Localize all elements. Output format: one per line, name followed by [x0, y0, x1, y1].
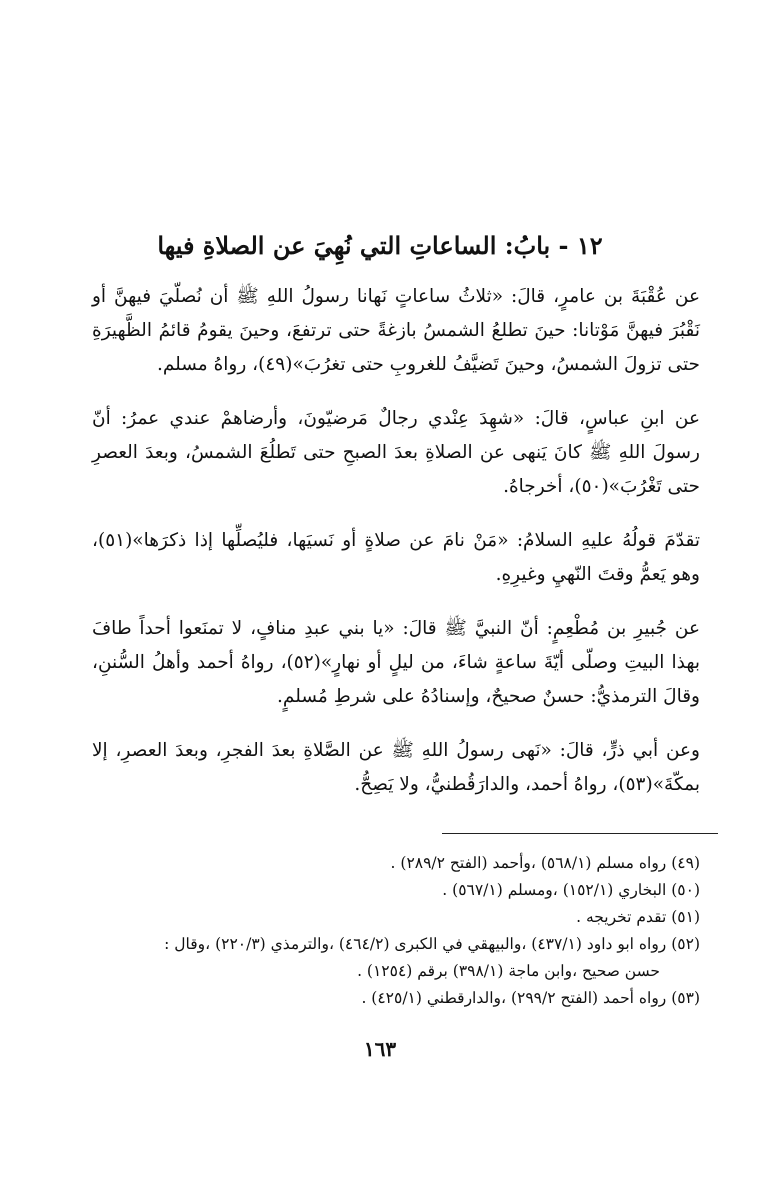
- footnote-52: (٥٢) رواه ابو داود (٤٣٧/١) ،والبيهقي في الكبرى (٤٦٤/٢) ،والترمذي (٢٢٠/٣) ،وقال :: [164, 935, 700, 953]
- main-text: [92, 280, 700, 822]
- page-number: ١٦٣: [363, 1037, 397, 1061]
- footnote-53: (٥٣) رواه أحمد (الفتح ٢٩٩/٢) ،والدارقطني (٤٢٥/١) .: [361, 989, 700, 1007]
- paragraph-ibn-abbas: عن ابنِ عباسٍ، قالَ: «شهِدَ عِنْدي رجالٌ مَرضيّونَ، وأرضاهمْ عندي عمرُ: أنّ رسولَ اللهِ ﷺ كانَ يَنهى عن الصلاةِ بعدَ الصبحِ حتى تَطلُعَ الشمسُ، وبعدَ العصرِ حتى تَغْرُبَ»(٥٠)، أخرجاهُ.: [92, 408, 700, 497]
- footnote-51: (٥١) تقدم تخريجه .: [576, 908, 700, 926]
- paragraph-jubayr: عن جُبيرِ بن مُطْعِمٍ: أنّ النبيَّ ﷺ قالَ: «يا بني عبدِ منافٍ، لا تمنَعوا أحداً طافَ بهذا البيتِ وصلّى أيّةَ ساعةٍ شاءَ، من ليلٍ أو نهارٍ»(٥٢)، رواهُ أحمد وأهلُ السُّننِ، وقالَ الترمذيُّ: حسنٌ صحيحٌ، وإسنادُهُ على شرطِ مُسلمٍ.: [92, 618, 700, 707]
- chapter-heading: ١٢ - بابُ: الساعاتِ التي نُهِيَ عن الصلاةِ فيها: [157, 231, 603, 260]
- footnote-50: (٥٠) البخاري (١٥٢/١) ،ومسلم (٥٦٧/١) .: [442, 881, 700, 899]
- paragraph-abu-dharr: وعن أبي ذرٍّ، قالَ: «نَهى رسولُ اللهِ ﷺ عن الصَّلاةِ بعدَ الفجرِ، وبعدَ العصرِ، إلا بمكّةَ»(٥٣)، رواهُ أحمد، والدارَقُطنيُّ، ولا يَصِحُّ.: [92, 740, 700, 795]
- footnotes: [92, 850, 700, 1012]
- paragraph-reminder: تقدّمَ قولُهُ عليهِ السلامُ: «مَنْ نامَ عن صلاةٍ أو نَسيَها، فليُصلِّها إذا ذكرَها»(٥١)، وهو يَعمُّ وقتَ النّهيِ وغيرِهِ.: [92, 530, 700, 585]
- paragraph-uqbah: عن عُقْبَةَ بن عامرٍ، قالَ: «ثلاثُ ساعاتٍ نَهانا رسولُ اللهِ ﷺ أن نُصلّيَ فيهنَّ أو نَقْبُرَ فيهنَّ مَوْتانا: حينَ تطلعُ الشمسُ بازغةً حتى ترتفعَ، وحينَ يقومُ قائمُ الظَّهيرَةِ حتى تزولَ الشمسُ، وحينَ تَضيَّفُ للغروبِ حتى تغرُبَ»(٤٩)، رواهُ مسلم.: [92, 286, 700, 375]
- footnote-52-continued: حسن صحيح ،وابن ماجة (٣٩٨/١) برقم (١٢٥٤) .: [357, 962, 660, 980]
- footnote-49: (٤٩) رواه مسلم (٥٦٨/١) ،وأحمد (الفتح ٢٨٩/٢) .: [390, 854, 700, 872]
- footnote-divider: [442, 833, 718, 834]
